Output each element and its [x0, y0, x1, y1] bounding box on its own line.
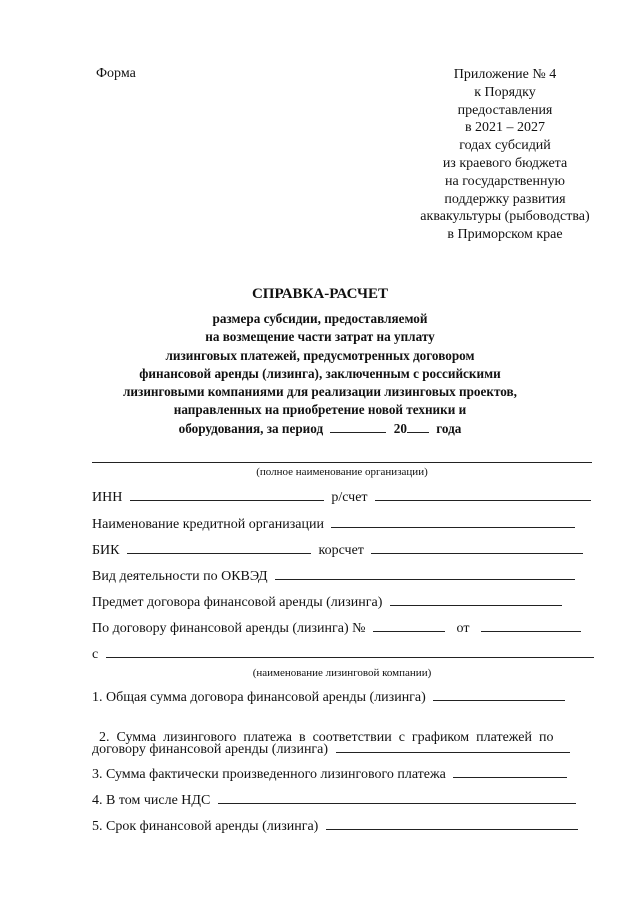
- appendix-line: к Порядку: [474, 84, 536, 100]
- item-actual-field[interactable]: [453, 765, 567, 778]
- from-label: от: [456, 621, 470, 636]
- lessor-row: [92, 645, 594, 663]
- subtitle-line: направленных на приобретение новой техники и: [173, 402, 467, 418]
- contract-number-field[interactable]: [373, 619, 445, 632]
- ks-label: корсчет: [318, 543, 364, 558]
- appendix-block: [410, 66, 600, 244]
- org-name-line[interactable]: [92, 462, 592, 463]
- bik-field[interactable]: [127, 541, 311, 554]
- contract-row: [92, 619, 581, 637]
- contract-label: По договору финансовой аренды (лизинга) №: [92, 621, 366, 636]
- lessor-caption: (наименование лизинговой компании): [252, 667, 432, 679]
- period-year-prefix: 20: [393, 420, 407, 436]
- bank-label: Наименование кредитной организации: [92, 517, 324, 532]
- item-payment-label: 2. Сумма лизингового платежа в соответствии с графиком платежей по: [99, 730, 554, 745]
- rs-field[interactable]: [375, 488, 591, 501]
- ks-field[interactable]: [371, 541, 583, 554]
- period-blank[interactable]: [330, 420, 386, 433]
- appendix-line: Приложение № 4: [453, 67, 557, 82]
- inn-field[interactable]: [130, 488, 324, 501]
- rs-label: р/счет: [331, 490, 368, 505]
- item-term-row: [92, 817, 578, 835]
- document-title: СПРАВКА-РАСЧЕТ: [251, 286, 389, 302]
- appendix-line: поддержку развития: [444, 191, 566, 207]
- appendix-line: предоставления: [457, 102, 553, 118]
- lessor-field[interactable]: [106, 645, 594, 658]
- appendix-line: в 2021 – 2027: [464, 120, 546, 136]
- year-blank[interactable]: [407, 420, 429, 433]
- inn-row: [92, 488, 591, 506]
- bank-row: [92, 515, 575, 533]
- contract-date-field[interactable]: [481, 619, 581, 632]
- bank-field[interactable]: [331, 515, 575, 528]
- subtitle-line: на возмещение части затрат на уплату: [205, 329, 435, 345]
- item-vat-label: 4. В том числе НДС: [92, 793, 211, 808]
- bik-label: БИК: [92, 543, 120, 558]
- item-actual-label: 3. Сумма фактически произведенного лизингового платежа: [92, 767, 446, 782]
- subtitle-line: размера субсидии, предоставляемой: [212, 311, 428, 326]
- okved-label: Вид деятельности по ОКВЭД: [92, 569, 268, 584]
- org-name-caption: (полное наименование организации): [256, 466, 428, 478]
- appendix-line: из краевого бюджета: [442, 155, 568, 171]
- subtitle-line: финансовой аренды (лизинга), заключенным с российскими: [139, 365, 501, 381]
- item-vat-field[interactable]: [218, 791, 576, 804]
- appendix-line: годах субсидий: [459, 138, 551, 154]
- period-prefix: оборудования, за период: [178, 420, 324, 436]
- item-payment-field[interactable]: [336, 740, 570, 753]
- okved-field[interactable]: [275, 567, 575, 580]
- document-subtitle: [60, 310, 580, 438]
- subject-field[interactable]: [390, 593, 562, 606]
- appendix-line: аквакультуры (рыбоводства): [420, 209, 590, 225]
- subject-row: [92, 593, 562, 611]
- item-payment-row-2: [92, 740, 570, 758]
- period-line: [60, 420, 580, 438]
- subtitle-line: лизинговыми компаниями для реализации лизинговых проектов,: [123, 384, 517, 400]
- item-total-row: [92, 688, 565, 706]
- item-term-field[interactable]: [326, 817, 578, 830]
- item-total-field[interactable]: [433, 688, 565, 701]
- inn-label: ИНН: [92, 490, 123, 505]
- item-vat-row: [92, 791, 576, 809]
- form-label: Форма: [96, 66, 136, 81]
- item-term-label: 5. Срок финансовой аренды (лизинга): [92, 819, 319, 834]
- subtitle-line: лизинговых платежей, предусмотренных договором: [165, 347, 475, 363]
- appendix-line: на государственную: [445, 173, 565, 189]
- item-total-label: 1. Общая сумма договора финансовой аренды (лизинга): [92, 690, 426, 705]
- appendix-line: в Приморском крае: [447, 227, 563, 243]
- item-payment-label-2: договору финансовой аренды (лизинга): [92, 742, 329, 757]
- subject-label: Предмет договора финансовой аренды (лизинга): [92, 595, 383, 610]
- bik-row: [92, 541, 583, 559]
- okved-row: [92, 567, 575, 585]
- with-label: с: [92, 647, 99, 662]
- period-suffix: года: [436, 420, 462, 436]
- item-actual-row: [92, 765, 567, 783]
